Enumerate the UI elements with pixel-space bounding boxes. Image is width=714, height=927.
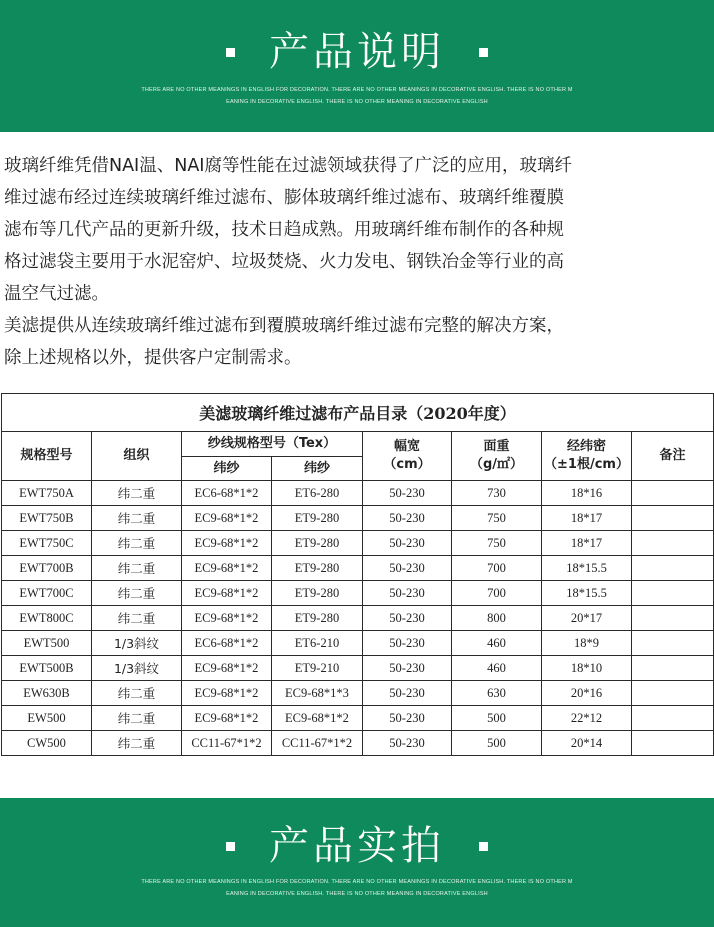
cell-weight: 460	[452, 656, 542, 681]
cell-weft: ET6-210	[272, 631, 363, 656]
cell-warp: EC9-68*1*2	[182, 506, 272, 531]
cell-weft: ET9-280	[272, 606, 363, 631]
cell-weft: ET6-280	[272, 481, 363, 506]
cell-weft: EC9-68*1*2	[272, 706, 363, 731]
cell-warp: EC9-68*1*2	[182, 556, 272, 581]
header-remarks: 备注	[632, 432, 714, 481]
header-width-line2: （cm）	[383, 457, 431, 472]
cell-warp: EC9-68*1*2	[182, 706, 272, 731]
cell-width: 50-230	[363, 481, 452, 506]
cell-weft: ET9-280	[272, 581, 363, 606]
cell-warp: EC6-68*1*2	[182, 481, 272, 506]
cell-model: CW500	[2, 731, 92, 756]
cell-weft: EC9-68*1*3	[272, 681, 363, 706]
cell-model: EWT750A	[2, 481, 92, 506]
cell-weave: 纬二重	[92, 581, 182, 606]
header-density-line2: （±1根/cm）	[544, 457, 629, 472]
header-weave: 组织	[92, 432, 182, 481]
cell-density: 18*16	[542, 481, 632, 506]
cell-width: 50-230	[363, 706, 452, 731]
cell-density: 20*16	[542, 681, 632, 706]
banner-tagline-line-1: THERE ARE NO OTHER MEANINGS IN ENGLISH FOR DECORATION. THERE ARE NO OTHER MEANINGS IN DECORATIVE ENGLISH. THERE IS NO OTHER M	[141, 87, 573, 93]
table-row	[2, 581, 714, 606]
square-bullet-icon	[479, 842, 488, 851]
banner-tagline-line-1: THERE ARE NO OTHER MEANINGS IN ENGLISH FOR DECORATION. THERE ARE NO OTHER MEANINGS IN DECORATIVE ENGLISH. THERE IS NO OTHER M	[141, 879, 573, 885]
table-row	[2, 706, 714, 731]
table-row	[2, 481, 714, 506]
header-model: 规格型号	[2, 432, 92, 481]
cell-remarks	[632, 681, 714, 706]
cell-model: EWT500	[2, 631, 92, 656]
cell-weave: 纬二重	[92, 606, 182, 631]
cell-density: 20*14	[542, 731, 632, 756]
cell-width: 50-230	[363, 681, 452, 706]
description-line: 维过滤布经过连续玻璃纤维过滤布、膨体玻璃纤维过滤布、玻璃纤维覆膜	[4, 188, 564, 208]
table-row	[2, 731, 714, 756]
cell-width: 50-230	[363, 506, 452, 531]
header-width-line1: 幅宽	[393, 439, 420, 454]
cell-remarks	[632, 706, 714, 731]
product-catalog-table	[1, 393, 714, 756]
cell-weight: 750	[452, 531, 542, 556]
cell-remarks	[632, 581, 714, 606]
cell-remarks	[632, 606, 714, 631]
cell-model: EWT800C	[2, 606, 92, 631]
cell-density: 22*12	[542, 706, 632, 731]
cell-warp: EC9-68*1*2	[182, 656, 272, 681]
product-catalog-table-wrapper	[1, 393, 713, 756]
table-row	[2, 531, 714, 556]
cell-weight: 730	[452, 481, 542, 506]
cell-width: 50-230	[363, 606, 452, 631]
cell-weft: CC11-67*1*2	[272, 731, 363, 756]
header-density-line1: 经纬密	[566, 439, 606, 454]
cell-remarks	[632, 531, 714, 556]
cell-weave: 1/3斜纹	[92, 631, 182, 656]
description-line: 除上述规格以外，提供客户定制需求。	[4, 348, 302, 368]
cell-remarks	[632, 556, 714, 581]
table-row	[2, 656, 714, 681]
cell-weave: 1/3斜纹	[92, 656, 182, 681]
cell-weft: ET9-280	[272, 531, 363, 556]
cell-weight: 630	[452, 681, 542, 706]
square-bullet-icon	[479, 48, 488, 57]
cell-density: 18*17	[542, 531, 632, 556]
cell-warp: EC9-68*1*2	[182, 681, 272, 706]
header-warp: 纬纱	[182, 457, 272, 481]
cell-weight: 500	[452, 706, 542, 731]
cell-model: EWT700C	[2, 581, 92, 606]
banner-tagline-line-2: EANING IN DECORATIVE ENGLISH. THERE IS NO OTHER MEANING IN DECORATIVE ENGLISH	[226, 891, 488, 897]
cell-weight: 460	[452, 631, 542, 656]
section-banner-product-description	[0, 0, 714, 132]
cell-remarks	[632, 631, 714, 656]
cell-width: 50-230	[363, 581, 452, 606]
header-yarn-spec: 纱线规格型号（Tex）	[182, 432, 363, 457]
cell-width: 50-230	[363, 631, 452, 656]
cell-weight: 750	[452, 506, 542, 531]
cell-density: 18*17	[542, 506, 632, 531]
cell-weight: 800	[452, 606, 542, 631]
product-description	[4, 150, 712, 374]
cell-model: EWT500B	[2, 656, 92, 681]
description-line: 滤布等几代产品的更新升级，技术日趋成熟。用玻璃纤维布制作的各种规	[4, 220, 564, 240]
cell-weave: 纬二重	[92, 481, 182, 506]
cell-density: 20*17	[542, 606, 632, 631]
cell-model: EWT700B	[2, 556, 92, 581]
header-weight-line1: 面重	[483, 439, 510, 454]
cell-weave: 纬二重	[92, 731, 182, 756]
cell-width: 50-230	[363, 731, 452, 756]
description-line: 温空气过滤。	[4, 284, 109, 304]
cell-weave: 纬二重	[92, 506, 182, 531]
cell-weft: ET9-210	[272, 656, 363, 681]
cell-density: 18*15.5	[542, 581, 632, 606]
cell-density: 18*15.5	[542, 556, 632, 581]
cell-remarks	[632, 481, 714, 506]
cell-weight: 700	[452, 581, 542, 606]
table-row	[2, 606, 714, 631]
cell-model: EWT750B	[2, 506, 92, 531]
cell-model: EWT750C	[2, 531, 92, 556]
cell-weave: 纬二重	[92, 706, 182, 731]
cell-model: EW630B	[2, 681, 92, 706]
square-bullet-icon	[226, 842, 235, 851]
header-weight	[452, 432, 542, 481]
table-row	[2, 506, 714, 531]
cell-weave: 纬二重	[92, 556, 182, 581]
cell-warp: EC9-68*1*2	[182, 606, 272, 631]
banner-title: 产品实拍	[269, 823, 445, 869]
header-weft: 纬纱	[272, 457, 363, 481]
cell-density: 18*9	[542, 631, 632, 656]
header-weight-line2: （g/㎡）	[469, 457, 524, 472]
cell-width: 50-230	[363, 656, 452, 681]
cell-width: 50-230	[363, 556, 452, 581]
header-width	[363, 432, 452, 481]
cell-warp: CC11-67*1*2	[182, 731, 272, 756]
table-row	[2, 631, 714, 656]
table-row	[2, 681, 714, 706]
cell-weight: 500	[452, 731, 542, 756]
banner-title-row	[0, 26, 714, 78]
description-line: 格过滤袋主要用于水泥窑炉、垃圾焚烧、火力发电、钢铁冶金等行业的高	[4, 252, 564, 272]
cell-remarks	[632, 731, 714, 756]
cell-width: 50-230	[363, 531, 452, 556]
cell-remarks	[632, 656, 714, 681]
table-row	[2, 556, 714, 581]
cell-remarks	[632, 506, 714, 531]
square-bullet-icon	[226, 48, 235, 57]
cell-weft: ET9-280	[272, 556, 363, 581]
cell-warp: EC9-68*1*2	[182, 531, 272, 556]
banner-title: 产品说明	[269, 29, 445, 75]
cell-warp: EC9-68*1*2	[182, 581, 272, 606]
banner-title-row	[0, 820, 714, 872]
cell-warp: EC6-68*1*2	[182, 631, 272, 656]
cell-model: EW500	[2, 706, 92, 731]
banner-tagline-line-2: EANING IN DECORATIVE ENGLISH. THERE IS NO OTHER MEANING IN DECORATIVE ENGLISH	[226, 99, 488, 105]
cell-weave: 纬二重	[92, 681, 182, 706]
header-density	[542, 432, 632, 481]
section-banner-product-photos	[0, 798, 714, 927]
table-caption: 美滤玻璃纤维过滤布产品目录（2020年度）	[2, 394, 714, 432]
cell-weight: 700	[452, 556, 542, 581]
table-body	[2, 481, 714, 756]
cell-weft: ET9-280	[272, 506, 363, 531]
cell-density: 18*10	[542, 656, 632, 681]
description-line: 美滤提供从连续玻璃纤维过滤布到覆膜玻璃纤维过滤布完整的解决方案，	[4, 316, 564, 336]
cell-weave: 纬二重	[92, 531, 182, 556]
description-line: 玻璃纤维凭借NAI温、NAI腐等性能在过滤领域获得了广泛的应用，玻璃纤	[4, 156, 572, 176]
